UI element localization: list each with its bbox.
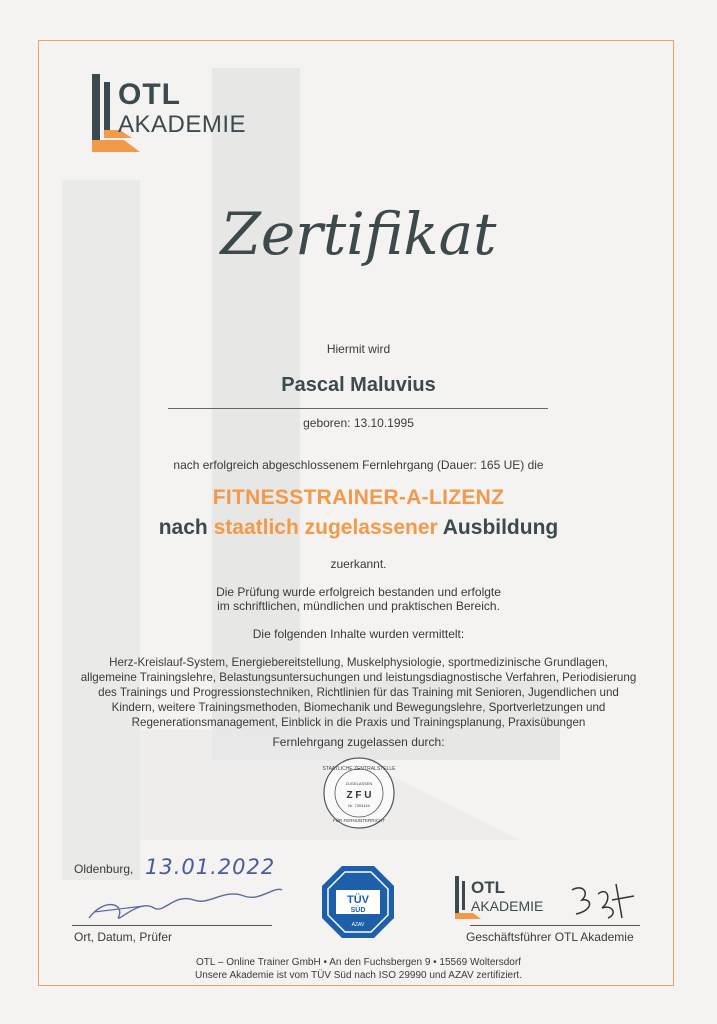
exam-line-1: Die Prüfung wurde erfolgreich bestanden und erfolgte xyxy=(216,585,501,599)
qualification-highlight: staatlich zugelassener xyxy=(213,516,438,539)
examiner-signature xyxy=(84,878,284,928)
contents-line: des Trainings und Progressionstechniken, Richtlinien für das Training mit Senioren, Jugendlichen und xyxy=(98,686,619,699)
exam-line-2: im schriftlichen, mündlichen und praktischen Bereich. xyxy=(217,599,500,613)
tuv-text: TÜV xyxy=(347,894,369,906)
city-label: Oldenburg, xyxy=(74,862,134,876)
course-line: nach erfolgreich abgeschlossenem Fernlehrgang (Dauer: 165 UE) die xyxy=(173,458,544,472)
contents-line: Regenerationsmanagement, Einblick in die Praxis und Trainingsplanung, Praxisübungen xyxy=(131,716,586,729)
logo-small-otl: OTL xyxy=(471,878,505,897)
contents-line: Herz-Kreislauf-System, Energiebereitstellung, Muskelphysiologie, sportmedizinische Grundlagen, xyxy=(109,656,608,669)
left-signature-label: Ort, Datum, Prüfer xyxy=(74,930,173,944)
sued-text: SÜD xyxy=(350,907,366,914)
birth-date: geboren: 13.10.1995 xyxy=(303,416,414,430)
contents-list xyxy=(0,655,717,730)
approved-by-text: Fernlehrgang zugelassen durch: xyxy=(272,735,445,749)
right-signature-line xyxy=(470,925,640,926)
zfu-seal-bottom-text: FÜR FERNUNTERRICHT xyxy=(333,818,385,823)
contents-intro: Die folgenden Inhalte wurden vermittelt: xyxy=(252,627,465,641)
left-signature-line xyxy=(72,925,272,926)
contents-line: Kindern, weitere Trainingsmethoden, Biomechanik und Bewegungslehre, Sportverletzungen und xyxy=(111,701,606,714)
handwritten-date: 13.01.2022 xyxy=(145,855,276,879)
certificate-border xyxy=(38,40,674,986)
awarded-text: zuerkannt. xyxy=(330,557,387,571)
zfu-seal-mid-text: ZUGELASSEN xyxy=(345,781,373,786)
name-underline xyxy=(168,408,548,409)
qualification-suffix: Ausbildung xyxy=(442,516,559,539)
zfu-letters: Z F U xyxy=(346,790,372,801)
qualification-line xyxy=(0,516,717,540)
logo-small-akademie: AKADEMIE xyxy=(471,898,544,914)
intro-text: Hiermit wird xyxy=(326,342,391,356)
logo-text-akademie: AKADEMIE xyxy=(118,111,247,138)
footer-address: OTL – Online Trainer GmbH • An den Fuchsbergen 9 • 15569 Woltersdorf xyxy=(196,957,521,968)
zfu-seal-top-text: STAATLICHE ZENTRALSTELLE xyxy=(322,766,396,772)
footer xyxy=(0,956,717,982)
tuv-sued-logo xyxy=(322,866,394,938)
license-title: FITNESSTRAINER-A-LIZENZ xyxy=(212,486,505,509)
logo-text-otl: OTL xyxy=(118,78,181,111)
certificate-title: Zertifikat xyxy=(220,200,497,268)
qualification-prefix: nach xyxy=(158,516,208,539)
recipient-name: Pascal Maluvius xyxy=(281,374,436,396)
footer-certification: Unsere Akademie ist vom TÜV Süd nach ISO 29990 und AZAV zertifiziert. xyxy=(194,970,522,981)
zfu-seal xyxy=(322,756,396,830)
azav-text: AZAV xyxy=(351,922,365,928)
zfu-number: Nr. 7304116 xyxy=(348,803,370,808)
ceo-signature xyxy=(568,880,638,924)
right-signature-label: Geschäftsführer OTL Akademie xyxy=(466,930,634,944)
contents-line: allgemeine Trainingslehre, Belastungsuntersuchungen und leistungsdiagnostische Verfahren, Periodisierung xyxy=(80,671,637,684)
